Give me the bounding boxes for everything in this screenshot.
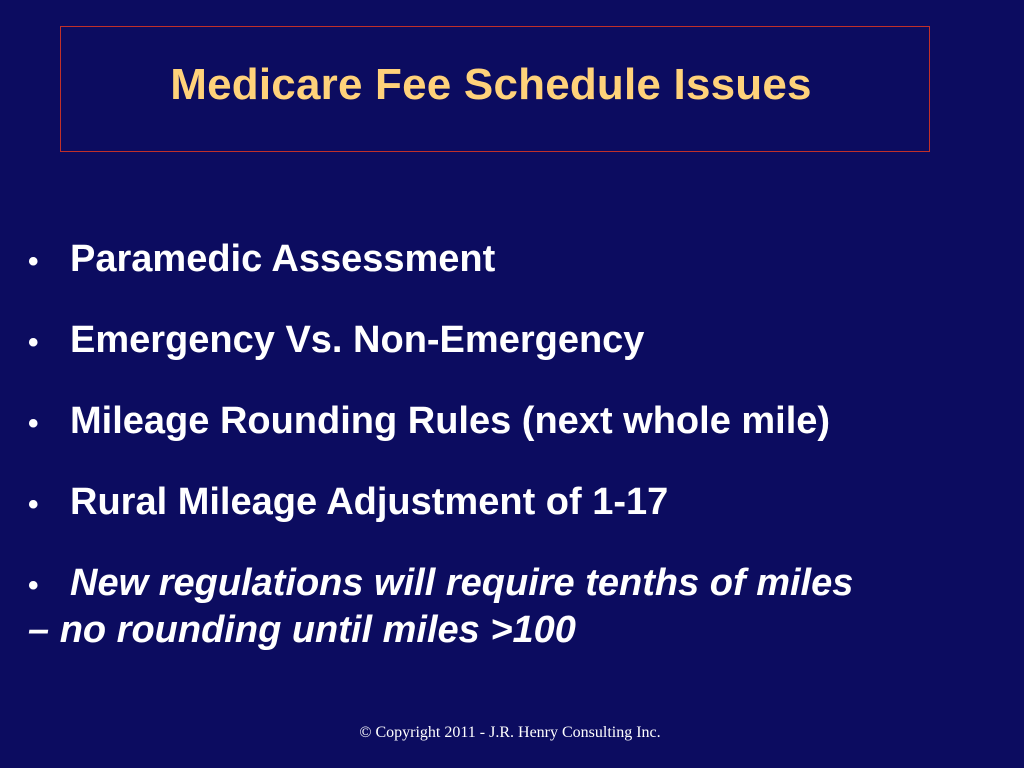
bullet-text: New regulations will require tenths of miles xyxy=(70,562,854,604)
bullet-dot-icon: • xyxy=(28,326,39,359)
bullet-list xyxy=(28,236,1018,609)
footer-text: © Copyright 2011 - J.R. Henry Consulting Inc. xyxy=(359,724,661,741)
bullet-dot-icon: • xyxy=(28,245,39,278)
bullet-item xyxy=(28,560,1018,609)
bullet-text: Paramedic Assessment xyxy=(70,238,496,280)
bullet-item xyxy=(28,398,1018,447)
bullet-text: Emergency Vs. Non-Emergency xyxy=(70,319,645,361)
bullet-item xyxy=(28,479,1018,528)
title-box xyxy=(60,26,930,152)
slide-title: Medicare Fee Schedule Issues xyxy=(170,60,812,109)
bullet-dot-icon: • xyxy=(28,488,39,521)
bullet-item xyxy=(28,317,1018,366)
bullet-dot-icon: • xyxy=(28,569,39,602)
bullet-text: Mileage Rounding Rules (next whole mile) xyxy=(70,400,831,442)
bullet-text: Rural Mileage Adjustment of 1-17 xyxy=(70,481,669,523)
bullet-dot-icon: • xyxy=(28,407,39,440)
bullet-continuation-text: – no rounding until miles >100 xyxy=(28,609,576,651)
bullet-item xyxy=(28,236,1018,285)
copyright-footer xyxy=(0,724,1024,742)
